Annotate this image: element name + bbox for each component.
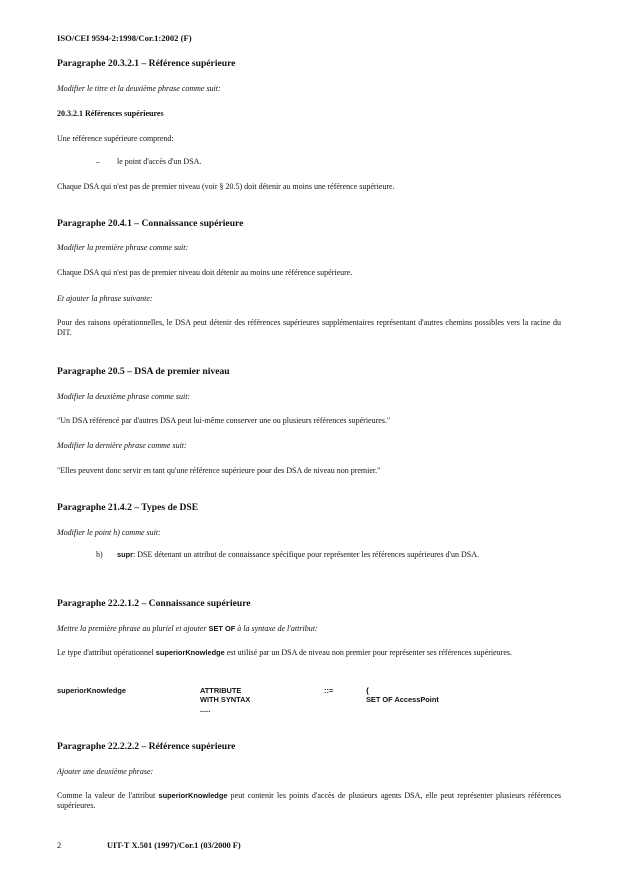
instruction: Ajouter une deuxième phrase:: [57, 767, 154, 776]
instruction: Et ajouter la phrase suivante:: [57, 294, 153, 303]
paragraph-text: peut contenir les points d'accès de plusieurs agents DSA, elle peut représenter plusieurs références supérieures.: [57, 791, 561, 810]
section-heading: Paragraphe 20.3.2.1 – Référence supérieure: [57, 58, 236, 69]
paragraph: Chaque DSA qui n'est pas de premier niveau doit détenir au moins une référence supérieure.: [57, 268, 353, 277]
code-term: superiorKnowledge: [158, 791, 228, 800]
page-number: 2: [57, 841, 62, 850]
paragraph-text: Le type d'attribut opérationnel: [57, 648, 156, 657]
paragraph: "Un DSA référencé par d'autres DSA peut lui-même conserver une ou plusieurs références supérieures.": [57, 416, 391, 425]
section-heading: Paragraphe 22.2.2.2 – Référence supérieure: [57, 741, 236, 752]
instruction-text: Mettre la première phrase au pluriel et ajouter: [57, 624, 209, 633]
instruction: Modifier le titre et la deuxième phrase comme suit:: [57, 84, 221, 93]
section-heading: Paragraphe 20.4.1 – Connaissance supérieure: [57, 218, 244, 229]
code-assign: ::=: [324, 686, 334, 695]
section-heading: Paragraphe 21.4.2 – Types de DSE: [57, 502, 199, 513]
instruction: Modifier la dernière phrase comme suit:: [57, 441, 187, 450]
footer-doc-id: UIT-T X.501 (1997)/Cor.1 (03/2000 F): [107, 841, 241, 850]
document-header: ISO/CEI 9594-2:1998/Cor.1:2002 (F): [57, 33, 192, 43]
paragraph: [57, 648, 561, 658]
code-keyword: ATTRIBUTE: [200, 686, 242, 695]
code-brace: {: [366, 686, 369, 695]
list-item: le point d'accès d'un DSA.: [117, 157, 202, 166]
paragraph: Une référence supérieure comprend:: [57, 134, 174, 143]
paragraph: [57, 791, 561, 811]
code-dots: .....: [200, 705, 211, 714]
paragraph-text: est utilisé par un DSA de niveau non premier pour représenter ses références supérieures.: [224, 648, 512, 657]
paragraph: "Elles peuvent donc servir en tant qu'une référence supérieure pour des DSA de niveau non premier.": [57, 466, 381, 475]
instruction: Modifier le point h) comme suit:: [57, 528, 161, 537]
section-heading: Paragraphe 20.5 – DSA de premier niveau: [57, 366, 230, 377]
instruction: [57, 624, 561, 633]
code-term: SET OF: [208, 624, 236, 633]
instruction-text: à la syntaxe de l'attribut:: [235, 624, 318, 633]
code-keyword: WITH SYNTAX: [200, 695, 251, 704]
list-item: [117, 550, 561, 560]
code-term: superiorKnowledge: [155, 648, 225, 657]
item-label: h): [96, 550, 103, 559]
paragraph-text: Comme la valeur de l'attribut: [57, 791, 159, 800]
section-heading: Paragraphe 22.2.1.2 – Connaissance supérieure: [57, 598, 251, 609]
paragraph: Pour des raisons opérationnelles, le DSA peut détenir des références supérieures supplémentaires représentant d'autres chemins possibles vers la racine du DIT.: [57, 318, 561, 337]
paragraph: Chaque DSA qui n'est pas de premier niveau (voir § 20.5) doit détenir au moins une référence supérieure.: [57, 182, 395, 191]
item-text: : DSE détenant un attribut de connaissance spécifique pour représenter les références supérieures d'un DSA.: [133, 550, 479, 559]
code-term: supr: [117, 550, 134, 559]
instruction: Modifier la première phrase comme suit:: [57, 243, 189, 252]
subheading: 20.3.2.1 Références supérieures: [57, 109, 164, 118]
code-syntax: SET OF AccessPoint: [366, 695, 439, 704]
instruction: Modifier la deuxième phrase comme suit:: [57, 392, 191, 401]
dash-bullet: –: [96, 157, 100, 166]
code-name: superiorKnowledge: [57, 686, 126, 695]
